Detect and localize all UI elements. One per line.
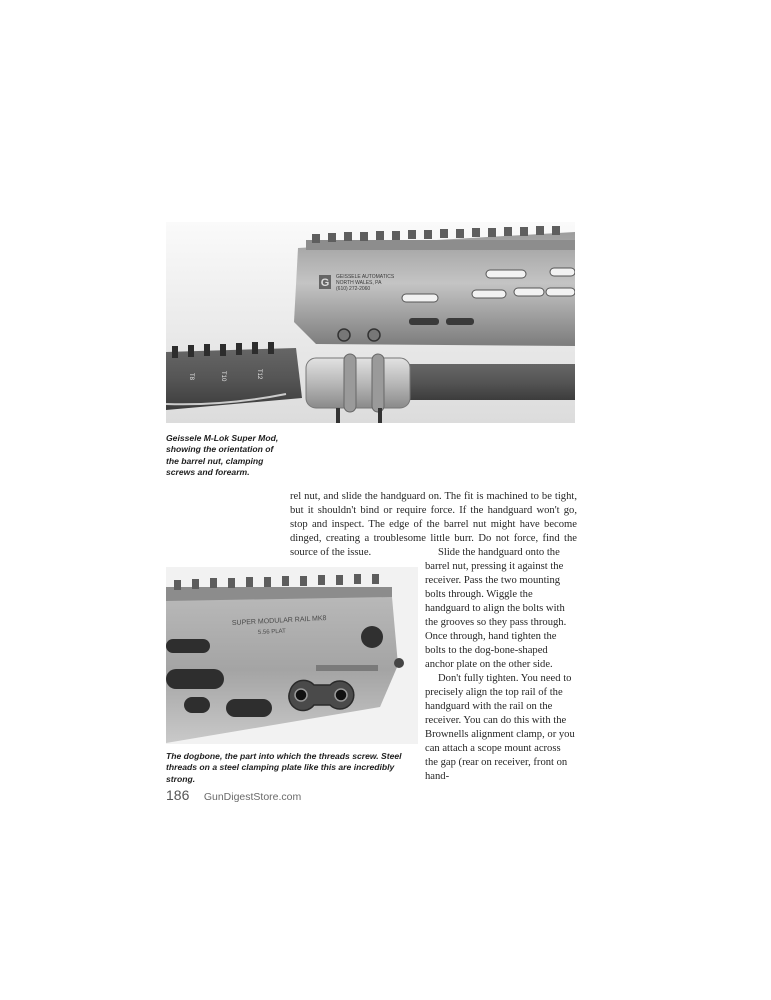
paragraph-2: Slide the handguard onto the barrel nut, pressing it against the receiver. Pass the two mounting bolts through. Wiggle the handguard to align the bolts with the grooves so they pass through. Once through, hand tighten the bolts to the dog-bone-shaped anchor plate on the other side. [425, 547, 567, 670]
body-text-right [425, 546, 575, 784]
engraving-line-1: GEISSELE AUTOMATICS [336, 274, 395, 280]
page-footer [166, 787, 301, 805]
figure2-caption: The dogbone, the part into which the threads screw. Steel threads on a steel clamping plate like this are incredibly strong. [166, 751, 402, 784]
rail-mark-t10: T10 [220, 371, 226, 382]
rail-mark-t8: T8 [188, 373, 194, 381]
figure2-engraving-2: 5.56 PLAT [257, 628, 286, 636]
engraving-line-2: NORTH WALES, PA [336, 280, 382, 286]
page-number: 186 [166, 787, 190, 803]
figure2-engraving-1: SUPER MODULAR RAIL MK8 [231, 615, 327, 627]
figure1-caption: Geissele M-Lok Super Mod, showing the orientation of the barrel nut, clamping screws and forearm. [166, 433, 279, 478]
paragraph-1: rel nut, and slide the handguard on. The fit is machined to be tight, but it shouldn't bind or require force. If the handguard won't go, stop and inspect. The edge of the barrel nut might have become dinged, creating a troublesome little burr. Do not force, find the source of the issue. [290, 491, 577, 558]
footer-site: GunDigestStore.com [203, 791, 302, 803]
rail-mark-t12: T12 [256, 369, 262, 380]
handguard-photo [166, 222, 575, 423]
paragraph-3: Don't fully tighten. You need to precisely align the top rail of the handguard with the rail on the receiver. You can do this with the Brownells alignment clamp, or you can attach a scope mount across the gap (rear on receiver, front on hand- [425, 673, 575, 782]
dogbone-photo [166, 567, 418, 744]
logo-letter: G [320, 277, 330, 289]
engraving-line-3: (610) 272-2060 [336, 286, 371, 292]
